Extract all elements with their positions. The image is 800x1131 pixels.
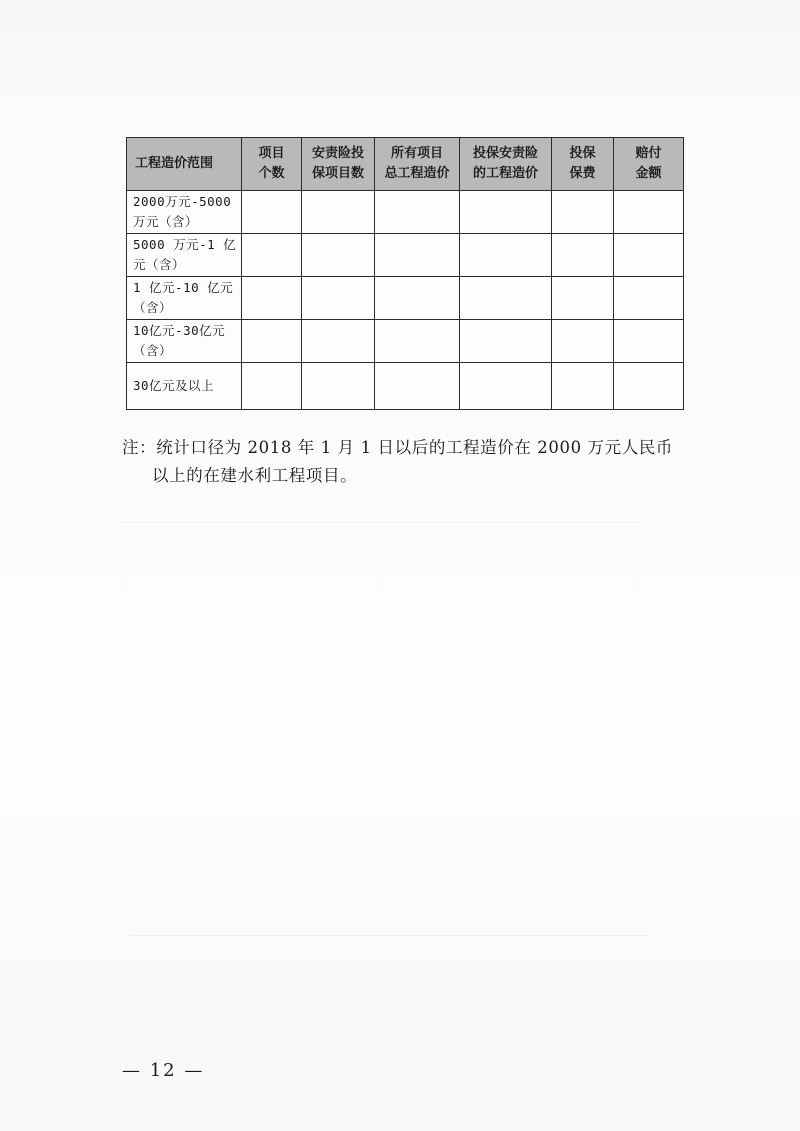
statistics-table-container xyxy=(126,137,683,410)
footnote-line-2: 以上的在建水利工程项目。 xyxy=(152,466,358,485)
table-row xyxy=(127,277,684,320)
range-line: 1 亿元-10 亿元 xyxy=(133,280,234,295)
table-cell xyxy=(375,320,460,363)
header-line: 投保安责险 xyxy=(472,146,538,161)
header-insured-cost xyxy=(460,138,552,191)
table-cell xyxy=(552,234,614,277)
row-range-cell xyxy=(127,191,242,234)
row-range-cell xyxy=(127,320,242,363)
table-cell xyxy=(302,191,375,234)
header-line: 投保 xyxy=(569,146,596,161)
table-cell xyxy=(242,191,302,234)
table-row xyxy=(127,234,684,277)
header-line: 总工程造价 xyxy=(384,166,450,181)
statistics-table xyxy=(126,137,684,410)
range-line: 万元（含） xyxy=(133,214,199,229)
header-cost-range xyxy=(127,138,242,191)
table-cell xyxy=(460,320,552,363)
table-cell xyxy=(552,363,614,410)
table-cell xyxy=(242,277,302,320)
table-row xyxy=(127,191,684,234)
table-cell xyxy=(302,363,375,410)
range-line: 元（含） xyxy=(133,257,186,272)
table-cell xyxy=(552,320,614,363)
table-cell xyxy=(375,191,460,234)
table-cell xyxy=(242,363,302,410)
header-line: 的工程造价 xyxy=(472,166,538,181)
table-row xyxy=(127,320,684,363)
range-line: （含） xyxy=(133,343,173,358)
table-cell xyxy=(375,363,460,410)
footnote-line-1: 注：统计口径为 2018 年 1 月 1 日以后的工程造价在 2000 万元人民币 xyxy=(122,438,674,457)
table-cell xyxy=(552,277,614,320)
header-line: 保费 xyxy=(569,166,596,181)
scan-artifact xyxy=(120,522,640,523)
header-line: 赔付 xyxy=(635,146,662,161)
row-range-cell xyxy=(127,234,242,277)
table-cell xyxy=(614,277,684,320)
table-cell xyxy=(242,320,302,363)
header-premium xyxy=(552,138,614,191)
header-line: 金额 xyxy=(635,166,662,181)
range-line: 10亿元-30亿元 xyxy=(133,323,226,338)
header-line: 个数 xyxy=(258,166,285,181)
table-cell xyxy=(302,277,375,320)
header-line: 保项目数 xyxy=(311,166,364,181)
header-line: 安责险投 xyxy=(311,146,364,161)
table-footnote xyxy=(122,434,702,490)
table-cell xyxy=(302,320,375,363)
table-cell xyxy=(614,234,684,277)
table-cell xyxy=(460,191,552,234)
table-cell xyxy=(614,191,684,234)
header-cost-range-label: 工程造价范围 xyxy=(135,156,214,171)
table-cell xyxy=(302,234,375,277)
range-line: 5000 万元-1 亿 xyxy=(133,237,237,252)
table-cell xyxy=(460,363,552,410)
table-header-row xyxy=(127,138,684,191)
header-insured-project-count xyxy=(302,138,375,191)
page-number: — 12 — xyxy=(122,1060,205,1081)
header-claims-amount xyxy=(614,138,684,191)
header-total-cost xyxy=(375,138,460,191)
header-project-count xyxy=(242,138,302,191)
table-cell xyxy=(614,363,684,410)
range-line: （含） xyxy=(133,300,173,315)
range-line: 30亿元及以上 xyxy=(133,378,215,393)
scan-artifact xyxy=(130,935,650,936)
table-cell xyxy=(460,277,552,320)
table-cell xyxy=(614,320,684,363)
table-row xyxy=(127,363,684,410)
header-line: 项目 xyxy=(258,146,285,161)
table-cell xyxy=(552,191,614,234)
table-cell xyxy=(375,234,460,277)
table-cell xyxy=(460,234,552,277)
header-line: 所有项目 xyxy=(390,146,443,161)
range-line: 2000万元-5000 xyxy=(133,194,232,209)
row-range-cell xyxy=(127,277,242,320)
table-cell xyxy=(242,234,302,277)
row-range-cell xyxy=(127,363,242,410)
table-cell xyxy=(375,277,460,320)
